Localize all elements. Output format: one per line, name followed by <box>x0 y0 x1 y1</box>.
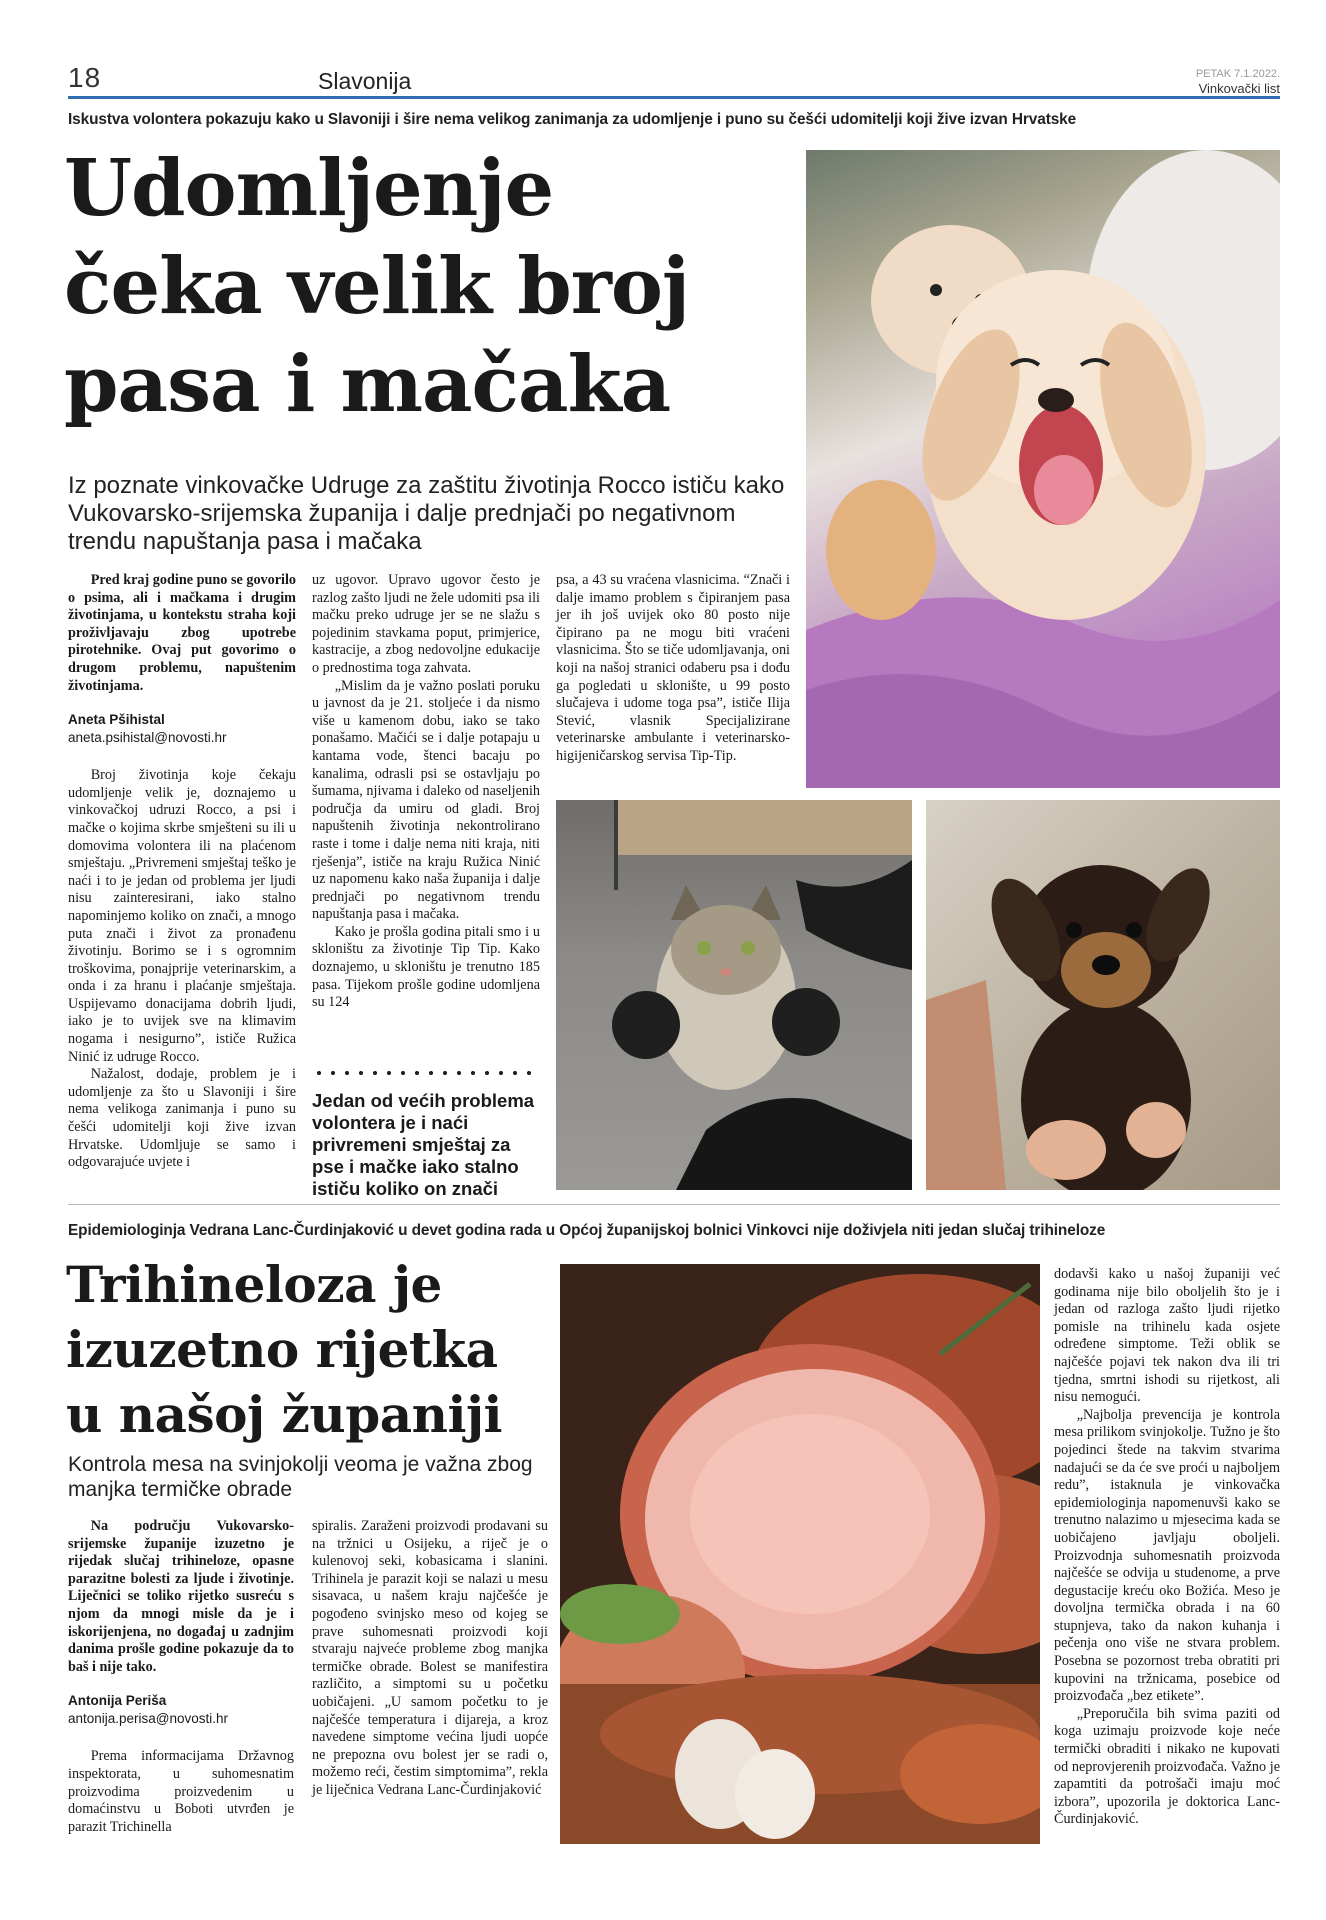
article2-subtitle: Kontrola mesa na svinjokolji veoma je važna zbog manjka termičke obrade <box>68 1453 533 1501</box>
article1-column2 <box>312 572 540 1012</box>
article2-paragraph: spiralis. Zaraženi proizvodi prodavani su na tržnici u Osijeku, a riječ je o kulenovoj seki, kobasicama i slanini. Trihinela je parazit koji se nalazi u mesu sisavaca, u našem kraju najčešće je pogođeno svinjsko meso od kojeg se prave suhomesnati proizvodi koji stvaraju najveće probleme zbog manjka termičke obrade. Bolest se manifestira različito, a simptomi su u početku uobičajeni. „U samom početku to je najčešće temperatura i dijareja, a kroz navedene simptome većina ljudi uopće ne prepozna ovu bolest jer se radi o, možemo reći, čestim simptomima”, rekla je liječnica Vedrana Lanc-Čurdinjaković <box>312 1518 548 1798</box>
issue-date: PETAK 7.1.2022. <box>1195 68 1280 80</box>
article2-paragraph: „Preporučila bih svima paziti od koga uzimaju proizvode koje neće termički obraditi i nikako ne kupovati od neprovjerenih proizvođača. Važno je zapamtiti da potrošači imaju moć izbora”, upozorila je doktorica Lanc-Čurdinjaković. <box>1054 1705 1280 1828</box>
article1-paragraph: „Mislim da je važno poslati poruku u javnost da je 21. stoljeće i da nismo više u kamenom dobu, iako se tako ponašamo. Mačići se i dalje potapaju u kantama vode, štenci bacaju po kanalima, odrasli psi se ostavljaju po šumama, njivama i daleko od naseljenih područja da umiru od gladi. Broj napuštenih životinja nekontrolirano raste i tome i dalje nema niti kraja, niti rješenja”, ističe na kraju Ružica Ninić uz napomenu kako naša županija i dalje prednjači po negativnom trendu napuštanja pasa i mačaka. <box>312 677 540 923</box>
puppy-photo <box>926 800 1280 1190</box>
article2-byline <box>68 1692 294 1728</box>
article1-lead: Pred kraj godine puno se govorilo o psima, ali i mačkama i drugim životinjama, u kontekstu straha koji proživljavaju zbog upotrebe pirotehnike. Ovaj put govorimo o drugom problemu, napuštenim životinjama. <box>68 572 296 694</box>
meat-illustration <box>560 1264 1040 1844</box>
meat-photo <box>560 1264 1040 1844</box>
article1-paragraph: psa, a 43 su vraćena vlasnicima. “Znači i dalje imamo problem s čipiranjem pasa jer ih još uvijek oko 80 posto nije čipirano pa ne mogu biti vraćeni vlasnicima. Što se tiče udomljavanja, oni koji na našoj stranici odaberu psa i dođu ga pogledati u sklonište, u 99 posto slučajeva i udome toga psa”, ističe Ilija Stević, vlasnik Specijalizirane veterinarske ambulante i veterinarsko-higijeničarskog servisa Tip-Tip. <box>556 572 790 764</box>
article2-headline-line1: Trihineloza je <box>66 1255 442 1314</box>
article1-paragraph: Nažalost, dodaje, problem je i udomljenje za što u Slavoniji i šire nema velikoga zanimanja i puno su češći udomitelji koji žive izvan Hrvatske. Udomljuje se samo i odgovarajuće uvjete i <box>68 1066 296 1171</box>
article2-kicker: Epidemiologinja Vedrana Lanc-Čurdinjaković u devet godina rada u Općoj županijskoj bolnici Vinkovci nije doživjela niti jedan slučaj trihineloze <box>68 1222 1106 1239</box>
article1-kicker: Iskustva volontera pokazuju kako u Slavoniji i šire nema velikog zanimanja za udomljenje i puno su češći udomitelji koji žive izvan Hrvatske <box>68 111 1077 128</box>
article1-author-name: Aneta Pšihistal <box>68 712 165 728</box>
article2-paragraph: dodavši kako u našoj županiji već godinama nije bilo oboljelih što je i jedan od razloga zašto ljudi rijetko pomisle na trihinelu kada osjete određene simptome. Teži oblik se najčešće pojavi tek nakon dva ili tri tjedna, smrtni ishodi su rijetkost, ali nisu nemogući. <box>1054 1266 1280 1406</box>
article1-headline-line3: pasa i mačaka <box>64 339 671 430</box>
article2-column1 <box>68 1518 294 1836</box>
article1-subtitle: Iz poznate vinkovačke Udruge za zaštitu životinja Rocco ističu kako Vukovarsko-srijemska županija i dalje prednjači po negativnom trendu napuštanja pasa i mačaka <box>68 472 785 555</box>
article1-column1 <box>68 572 296 1172</box>
article-separator <box>68 1204 1280 1205</box>
section-name: Slavonija <box>318 68 412 94</box>
article1-headline-line2: čeka velik broj <box>64 241 690 332</box>
article2-lead: Na području Vukovarsko-srijemske županije izuzetno je rijedak slučaj trihineloze, opasne parazitne bolesti za ljude i životinje. Liječnici se toliko rijetko susreću s njom da mnogi misle da je i iskorijenjena, no događaj u zadnjim danima prošle godine pokazuje da to baš i nije tako. <box>68 1518 294 1675</box>
article1-author-email[interactable]: aneta.psihistal@novosti.hr <box>68 730 227 746</box>
article1-headline-line1: Udomljenje <box>64 143 554 234</box>
article2-column2 <box>312 1518 548 1800</box>
header-rule <box>68 96 1280 99</box>
article1-paragraph: uz ugovor. Upravo ugovor često je razlog zašto ljudi ne žele udomiti psa ili mačku preko udruge jer se ne slažu s pojedinim stavkama poput, primjerice, kastracije, a zbog nedovoljne edukacije o prednostima toga zahvata. <box>312 572 540 676</box>
publication-name: Vinkovački list <box>1198 81 1280 96</box>
article2-paragraph: „Najbolja prevencija je kontrola mesa prilikom svinjokolje. Tužno je što pojedinci štede na takvim stvarima nadajući se da će sve proći u najboljem redu”, istaknula je vinkovačka epidemiologinja napomenuvši kako se trenutno nalazimo u mjesecima kada se uobičajeno javljaju oboljeli. Proizvodnja suhomesnatih proizvoda najčešće se odvija u studenome, a prve degustacije kreću oko Božića. Meso je dovoljna termička obrada i na 60 stupnjeva, tako da nakon kuhanja i pečenja ono više ne stvara problem. Posebna se pozornost treba obratiti pri kupovini na tržnicama, posebice od proizvođača „bez etikete”. <box>1054 1406 1280 1705</box>
puppies-photo <box>806 150 1280 788</box>
pullquote-dots <box>312 1070 538 1076</box>
puppy-illustration <box>926 800 1280 1190</box>
article1-paragraph: Broj životinja koje čekaju udomljenje velik je, doznajemo u vinkovačkoj udruzi Rocco, a psi i mačke o kojima skrbe smješteni su ili u domovima volontera ili na plaćenom smještaju. „Privremeni smještaj teško je naći i to je jedan od problema jer ljudi nisu zainteresirani, iako stalno napominjemo koliko on znači, a mnogo puta znači i život za pronađenu životinju. Borimo se i s ogromnim troškovima, ponajprije veterinarskim, a onda i za hranu i plaćanje smještaja. Uspijevamo donacijama dobrih ljudi, iako je to uvijek sve na klimavim nogama i nesigurno”, ističe Ružica Ninić iz udruge Rocco. <box>68 767 296 1065</box>
article2-paragraph: Prema informacijama Državnog inspektorata, u suhomesnatim proizvodima proizvedenim u domaćinstvu u Boboti utvrđen je parazit Trichinella <box>68 1748 294 1835</box>
article1-headline <box>64 140 804 434</box>
article2-column3 <box>1054 1266 1280 1829</box>
article1-byline <box>68 711 296 747</box>
article1-paragraph: Kako je prošla godina pitali smo i u skloništu za životinje Tip Tip. Kako doznajemo, u skloništu je trenutno 185 pasa. Tijekom prošle godine udomljena su 124 <box>312 923 540 1011</box>
article2-headline-line2: izuzetno rijetka <box>66 1320 498 1379</box>
puppies-illustration <box>806 150 1280 788</box>
article2-headline <box>66 1252 556 1447</box>
article2-author-name: Antonija Periša <box>68 1693 167 1709</box>
page-number: 18 <box>68 62 102 93</box>
article1-pullquote: Jedan od većih problema volontera je i naći privremeni smještaj za pse i mačke iako stalno ističu koliko on znači <box>312 1090 535 1199</box>
article2-author-email[interactable]: antonija.perisa@novosti.hr <box>68 1711 229 1727</box>
article2-headline-line3: u našoj županiji <box>66 1385 503 1444</box>
cat-photo <box>556 800 912 1190</box>
article1-column3 <box>556 572 790 766</box>
cat-illustration <box>556 800 912 1190</box>
